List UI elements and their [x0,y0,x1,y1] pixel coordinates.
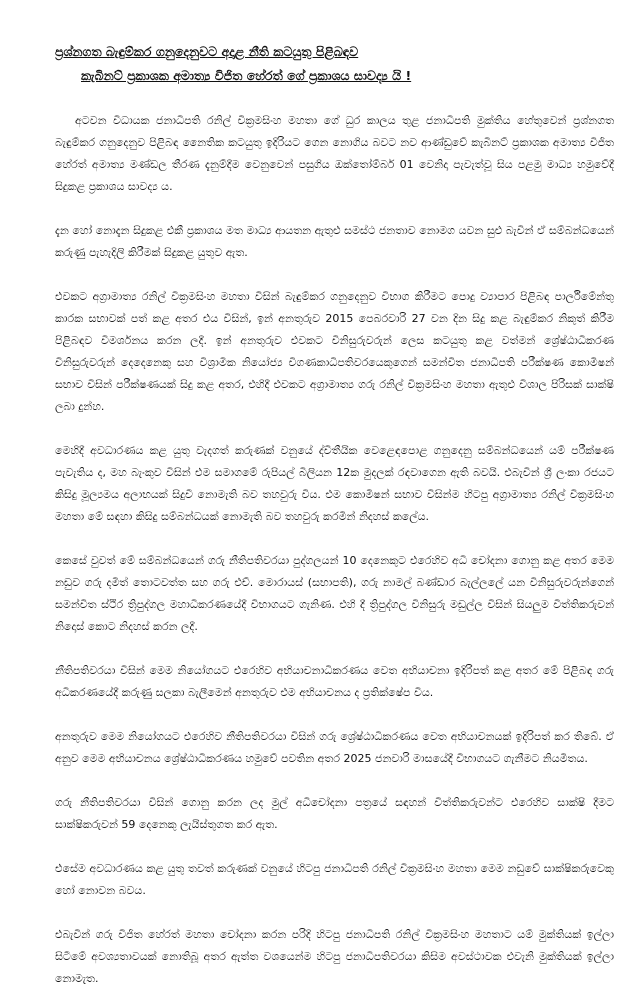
paragraph-8: ගරු නීතිපතිවරයා විසින් ගොනු කරන ලද මුල් අධිචෝදනා පත්‍රයේ සඳහන් විත්තිකරුවන්ට එරෙහිව සාක්ෂි දීමට සාක්ෂිකරුවන් 59 දෙනෙකු ලැයිස්තුගත කර ඇත. [55,796,614,831]
title-line-2: කැබිනට් ප්‍රකාශක අමාත්‍ය විජිත හේරත් ගේ ප්‍රකාශය සාවද්‍ය යි ! [81,68,412,83]
paragraph-9: එසේම අවධාරණය කළ යුතු තවත් කරුණක් වනුයේ හිටපු ජනාධිපති රනිල් වික්‍රමසිංහ මහතා මෙම නඩුවේ සාක්ෂිකරුවෙකු හෝ නොවන බවය. [55,862,614,897]
paragraph-3: එවකට අග්‍රාමාත්‍ය රනිල් වික්‍රමසිංහ මහතා විසින් බැඳුම්කර ගනුදෙනුව විභාග කිරීමට පොදු ව්‍යාපාර පිළිබඳ පාර්ලිමේන්තු කාරක සභාවක් පත් කළ අතර එය විසින්, ඉන් අනතුරුව 2015 පෙබරවාරි 27 වන දින සිදු කළ බැඳුම්කර නිකුත් කිරීම පිළිබඳව විමර්ශනය කරන ලදී. ඉන් අනතුරුව එවකට විනිසුරුවරුන් ලෙස කටයුතු කළ වත්මන් ශ්‍රේෂ්ඨාධිකරණ විනිසුරුවරුන් දෙදෙනෙකු සහ විශ්‍රාමික නියෝජ්‍ය විගණකාධිපතිවරයෙකුගෙන් සමන්විත ජනාධිපති පරීක්ෂණ කොමිෂන් සභාව විසින් පරීක්ෂණයක් සිදු කළ අතර, එහිදී එවකට අග්‍රාමාත්‍ය ගරු රනිල් වික්‍රමසිංහ මහතා ඇතුළු විශාල පිරිසක් සාක්ෂි ලබා දුන්හ. [55,290,614,413]
paragraph-4: මෙහිදී අවධාරණය කළ යුතු වැදගත් කරුණක් වනුයේ ද්විතීයික වෙළෙඳපොළ ගනුදෙනු සම්බන්ධයෙන් යම් පරීක්ෂණ පැවැතිය ද, මහ බැංකුව විසින් එම සමාගමේ රුපියල් බිලියන 12ක මුදලක් රඳවාගෙන ඇති බවයි. එබැවින් ශ්‍රී ලංකා රජයට කිසිදු මූල්‍යමය අලාභයක් සිදුවී නොමැති බව තහවුරු විය. එම කොමිෂන් සභාව විසින්ම හිටපු අග්‍රාමාත්‍ය රනිල් වික්‍රමසිංහ මහතා මේ සඳහා කිසිදු සම්බන්ධයක් නොමැති බව තහවුරු කරමින් නිදහස් කලේය. [55,444,614,523]
paragraph-10: එබැවින් ගරු විජිත හේරත් මහතා චෝදනා කරන පරිදි හිටපු ජනාධිපති රනිල් වික්‍රමසිංහ මහතාට යම් මුක්තියක් ඉල්ලා සිටීමේ අවශ්‍යතාවයක් නොතිබූ අතර ඇත්ත වශයෙන්ම හිටපු ජනාධිපතිවරයා කිසිම අවස්ථාවක එවැනි මුක්තියක් ඉල්ලා නොමැත. [55,928,614,985]
paragraph-1: අටවන විධායක ජනාධිපති රනිල් වික්‍රමසිංහ මහතා ගේ ධුර කාලය තුළ ජනාධිපති මුක්තිය හේතුවෙන් ප්‍රශ්නගත බැඳුම්කර ගනුදෙනුව පිළිබඳ නෛතික කටයුතු ඉදිරියට ගෙන නොගිය බවට නව ආණ්ඩුවේ කැබිනට් ප්‍රකාශක අමාත්‍ය විජිත හේරත් අමාත්‍ය මණ්ඩල තීරණ දැනුම්දීම වෙනුවෙන් පසුගිය ඔක්තෝම්බර් 01 වෙනිදා පැවැත්වූ සිය පළමු මාධ්‍ය හමුවේදී සිදුකළ ප්‍රකාශය සාවද්‍ය ය. [55,114,614,193]
page-title [55,40,614,88]
paragraph-7: අනතුරුව මෙම නියෝගයට එරෙහිව නීතිපතිවරයා විසින් ගරු ශ්‍රේෂ්ඨාධිකරණය වෙත අභියාචනයක් ඉදිරිපත් කර තිබේ. ඒ අනුව මෙම අභියාචනය ශ්‍රේෂ්ඨාධිකරණය හමුවේ පවතින අතර 2025 ජනවාරි මාසයේදී විභාගයට ගැනීමට නියමිතය. [55,730,614,765]
title-line-1: ප්‍රශ්නගත බැඳුම්කර ගනුදෙනුවට අදාළ නීති කටයුතු පිළිබඳව [55,44,359,59]
paragraph-6: නීතිපතිවරයා විසින් මෙම නියෝගයට එරෙහිව අභියාචනාධිකරණය වෙත අභියාචනා ඉදිරිපත් කළ අතර මේ පිළිබඳ ගරු අධිකරණයේදී කරුණු සලකා බැලීමෙන් අනතුරුව එම අභියාචනය ද ප්‍රතික්ෂේප විය. [55,664,614,699]
paragraph-2: දැන හෝ නොදැන සිදුකළ එකී ප්‍රකාශය මත මාධ්‍ය ආයතන ඇතුළු සමස්ථ ජනතාව නොමග යවන සුළු බැවින් ඒ සම්බන්ධයෙන් කරුණු පැහැදිලි කිරීමක් සිදුකළ යුතුව ඇත. [55,224,614,259]
paragraph-5: කෙසේ වුවත් මේ සම්බන්ධයෙන් ගරු නීතිපතිවරයා පුද්ගලයන් 10 දෙනෙකුට එරෙහිව අධි චෝදනා ගොනු කළ අතර මෙම නඩුව ගරු දමිත් තොටවත්ත සහ ගරු එච්. මොරායස් (සභාපති), ගරු නාමල් බණ්ඩාර බැල්ලලේ යන විනිසුරුවරුන්ගෙන් සමන්විත ස්ථිර ත්‍රිපුද්ගල මහාධිකරණයේදී විභාගයට ගැනිණ. එහි දී ත්‍රිපුද්ගල විනිසුරු මඩුල්ල විසින් සියලුම විත්තිකරුවන් නිදොස් කොට නිදහස් කරන ලදී. [55,554,614,633]
